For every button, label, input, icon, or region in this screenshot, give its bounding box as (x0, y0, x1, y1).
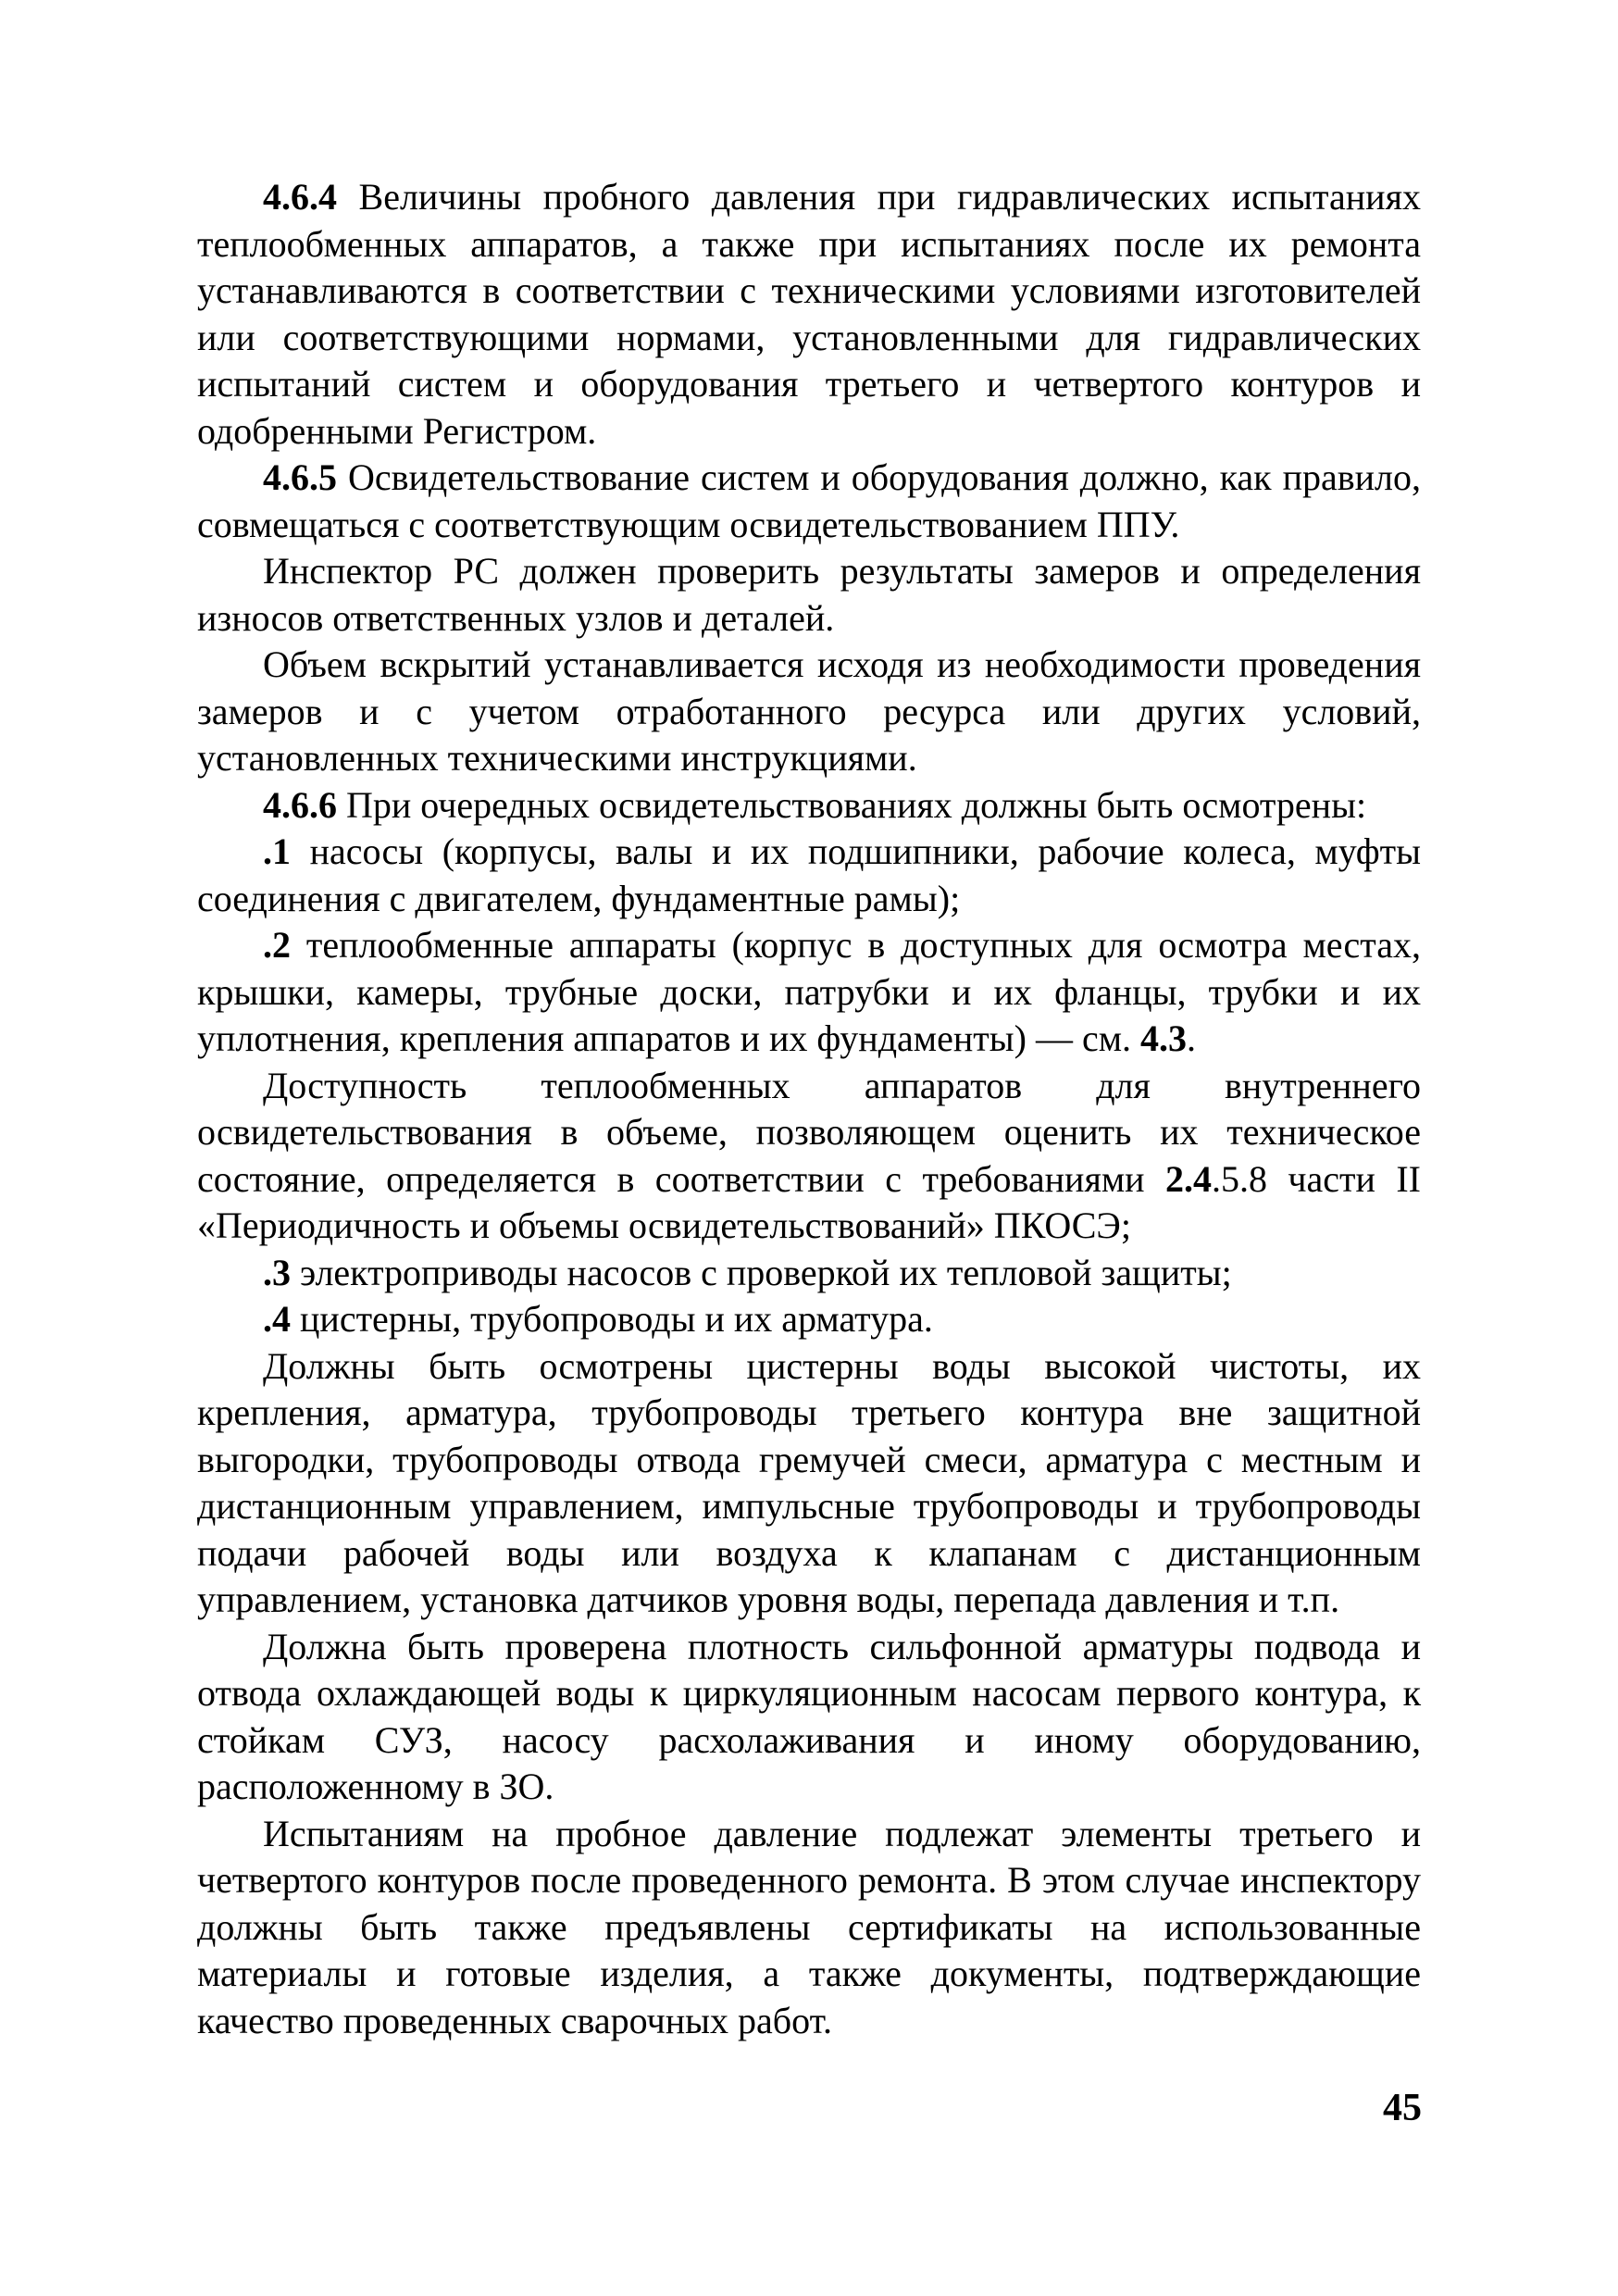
paragraph-inspection-tanks (197, 1343, 1421, 1624)
paragraph-text: Объем вскрытий устанавливается исходя из необходимости проведения замеров и с учетом отработанного ресурса или других условий, установленных техническими инструкциями. (197, 643, 1421, 779)
paragraph-text: При очередных освидетельствованиях должны быть осмотрены: (337, 783, 1367, 826)
list-item-4 (197, 1296, 1421, 1343)
paragraph-text: цистерны, трубопроводы и их арматура. (291, 1298, 933, 1340)
list-item-3 (197, 1250, 1421, 1297)
list-marker: .4 (263, 1298, 291, 1340)
paragraph-4-6-6 (197, 782, 1421, 830)
paragraph-text: Освидетельствование систем и оборудования должно, как правило, совмещаться с соответствующим освидетельствованием ППУ. (197, 456, 1421, 545)
paragraph-accessibility (197, 1063, 1421, 1250)
paragraph-text: Инспектор РС должен проверить результаты замеров и определения износов ответственных узлов и деталей. (197, 550, 1421, 639)
list-marker: .3 (263, 1251, 291, 1293)
paragraph-text: теплообменные аппараты (корпус в доступных для осмотра местах, крышки, камеры, трубные доски, патрубки и их фланцы, трубки и их уплотнения, крепления аппаратов и их фундаменты) — см. (197, 924, 1421, 1059)
paragraph-text: Испытаниям на пробное давление подлежат элементы третьего и четвертого контуров после проведенного ремонта. В этом случае инспектору должны быть также предъявлены сертификаты на использованные материалы и готовые изделия, а также документы, подтверждающие качество проведенных сварочных работ. (197, 1812, 1421, 2041)
paragraph-text: Должны быть осмотрены цистерны воды высокой чистоты, их крепления, арматура, трубопроводы третьего контура вне защитной выгородки, трубопроводы отвода гремучей смеси, арматура с местным и дистанционным управлением, импульсные трубопроводы и трубопроводы подачи рабочей воды или воздуха к клапанам с дистанционным управлением, установка датчиков уровня воды, перепада давления и т.п. (197, 1344, 1421, 1620)
paragraph-inspector (197, 548, 1421, 642)
paragraph-4-6-4 (197, 174, 1421, 455)
clause-number: 4.6.6 (263, 783, 337, 826)
list-marker: .2 (263, 924, 291, 966)
paragraph-tail: . (1187, 1017, 1197, 1059)
paragraph-text: Величины пробного давления при гидравлических испытаниях теплообменных аппаратов, а также при испытаниях после их ремонта устанавливаются в соответствии с техническими условиями изготовителей или соответствующими нормами, установленными для гидравлических испытаний систем и оборудования третьего и четвертого контуров и одобренными Регистром. (197, 176, 1421, 452)
document-body (197, 174, 1421, 2044)
section-reference: 4.3 (1140, 1017, 1188, 1059)
clause-number: 4.6.5 (263, 456, 337, 498)
paragraph-text: Должна быть проверена плотность сильфонной арматуры подвода и отвода охлаждающей воды к циркуляционным насосам первого контура, к стойкам СУЗ, насосу расхолаживания и иному оборудованию, расположенному в ЗО. (197, 1625, 1421, 1807)
paragraph-tail: .5.8 части II «Периодичность и объемы освидетельствований» ПКОСЭ; (197, 1157, 1421, 1246)
paragraph-bellows-valves (197, 1624, 1421, 1811)
clause-number: 4.6.4 (263, 176, 337, 218)
paragraph-text: насосы (корпусы, валы и их подшипники, рабочие колеса, муфты соединения с двигателем, фундаментные рамы); (197, 830, 1421, 919)
page-number: 45 (1383, 2087, 1422, 2129)
paragraph-4-6-5 (197, 455, 1421, 548)
section-reference: 2.4 (1164, 1157, 1212, 1200)
list-item-1 (197, 829, 1421, 922)
paragraph-pressure-tests (197, 1811, 1421, 2045)
list-marker: .1 (263, 830, 291, 872)
paragraph-text: электроприводы насосов с проверкой их тепловой защиты; (291, 1251, 1232, 1293)
list-item-2 (197, 922, 1421, 1063)
paragraph-openings (197, 642, 1421, 782)
paragraph-text: Доступность теплообменных аппаратов для внутреннего освидетельствования в объеме, позволяющем оценить их техническое состояние, определяется в соответствии с требованиями (197, 1064, 1421, 1200)
